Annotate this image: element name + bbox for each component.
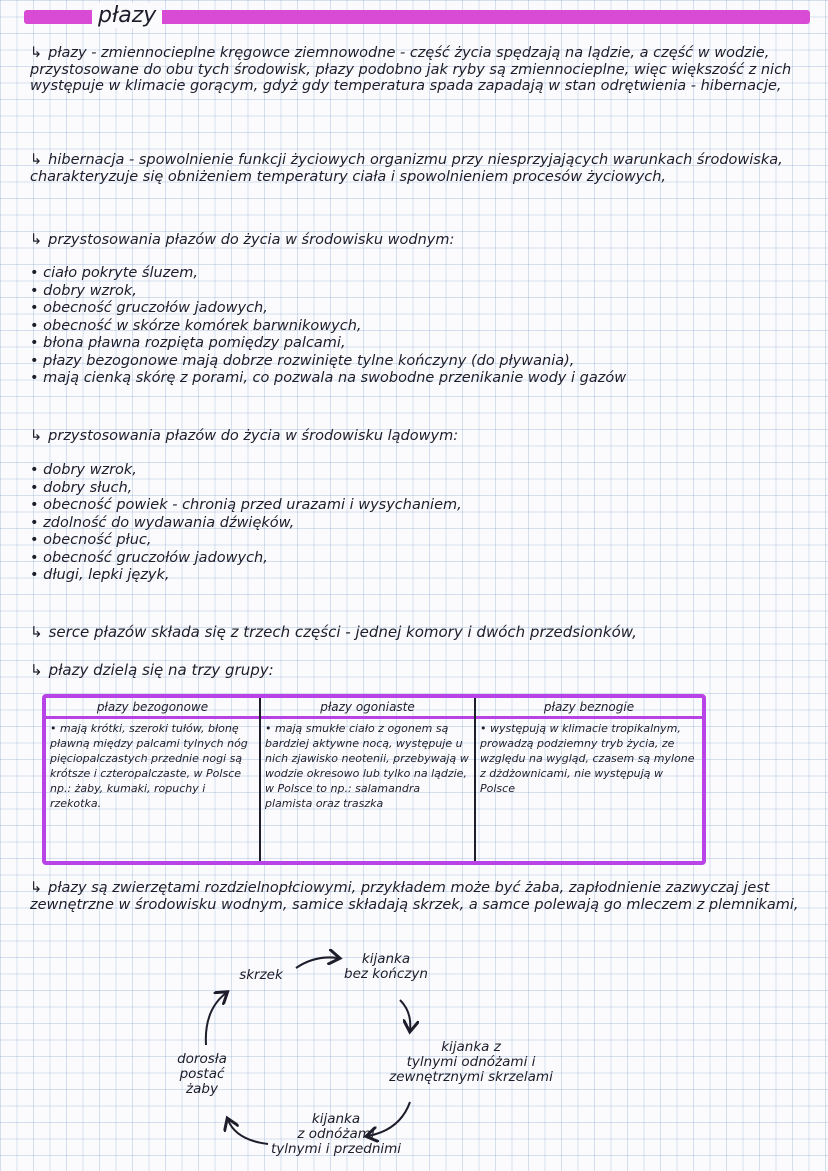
intro-text: płazy - zmiennocieplne kręgowce ziemnowodne - część życia spędzają na lądzie, a część w wodzie, przystosowane do obu tych środowisk, płazy podobno jak ryby są zmiennocieplne, więc większość z nich występuje w klimacie gorącym, gdyż gdy temperatura spada zapadają w stan odrętwienia - hibernacje, — [30, 45, 792, 94]
list-item: • obecność powiek - chronią przed urazami i wysychaniem, — [30, 497, 820, 515]
list-item: • ciało pokryte śluzem, — [30, 265, 820, 283]
table-cell: • mają krótki, szeroki tułów, błonę pławną między palcami tylnych nóg pięciopalczastych przednie nogi są krótsze i czteropalczaste, w Polsce np.: żaby, kumaki, ropuchy i rzekotka. — [50, 722, 248, 810]
list-item: • płazy bezogonowe mają dobrze rozwinięte tylne kończyny (do pływania), — [30, 353, 820, 371]
cycle-arrow-spawn-to-tadpole — [296, 957, 338, 968]
list-item: • obecność gruczołów jadowych, — [30, 300, 820, 318]
cycle-arrow-tadpole-to-hindlimb — [400, 1000, 410, 1030]
table-cell: • mają smukłe ciało z ogonem są bardziej aktywne nocą, występuje u nich zjawisko neotenii, przebywają w wodzie okresowo lub tylko na lądzie, w Polsce to np.: salamandra plamista oraz traszka — [265, 722, 469, 810]
groups-heading-text: płazy dzielą się na trzy grupy: — [48, 661, 274, 679]
list-item: • obecność gruczołów jadowych, — [30, 550, 820, 568]
heart-text: serce płazów składa się z trzech części - jednej komory i dwóch przedsionków, — [48, 623, 637, 641]
list-item: • dobry słuch, — [30, 480, 820, 498]
hibernation-text: hibernacja - spowolnienie funkcji życiowych organizmu przy niesprzyjających warunkach środowiska, charakteryzuje się obniżeniem temperatury ciała i spowolnieniem procesów życiowych, — [30, 152, 783, 185]
arrow-bullet-icon: ↳ — [30, 152, 43, 168]
arrow-bullet-icon: ↳ — [30, 661, 43, 679]
table-column-header: płazy beznogie — [476, 698, 702, 719]
list-item: • błona pławna rozpięta pomiędzy palcami, — [30, 335, 820, 353]
arrow-bullet-icon: ↳ — [30, 623, 43, 641]
list-item: • zdolność do wydawania dźwięków, — [30, 515, 820, 533]
list-item: • dobry wzrok, — [30, 283, 820, 301]
arrow-bullet-icon: ↳ — [30, 880, 43, 896]
page-title: płazy — [92, 3, 162, 28]
list-item: • mają cienką skórę z porami, co pozwala na swobodne przenikanie wody i gazów — [30, 370, 820, 388]
cycle-arrow-bothlimb-to-adult — [228, 1120, 268, 1144]
cycle-label-adult: dorosła postać żaby — [177, 1051, 227, 1097]
cycle-label-spawn: skrzek — [239, 967, 283, 983]
arrow-bullet-icon: ↳ — [30, 428, 43, 444]
land-heading-text: przystosowania płazów do życia w środowisku lądowym: — [48, 428, 459, 444]
water-heading-text: przystosowania płazów do życia w środowisku wodnym: — [48, 232, 455, 248]
list-item: • obecność w skórze komórek barwnikowych, — [30, 318, 820, 336]
cycle-label-tadpole-both-limbs: kijanka z odnóżami tylnymi i przednimi — [270, 1111, 402, 1157]
cycle-label-tadpole-no-limbs: kijanka bez kończyn — [344, 951, 428, 982]
reproduction-text: płazy są zwierzętami rozdzielnopłciowymi, przykładem może być żaba, zapłodnienie zazwyczaj jest zewnętrzne w środowisku wodnym, samice składają skrzek, a samce polewają go mleczem z plemnikami, — [30, 880, 799, 913]
table-cell: • występują w klimacie tropikalnym, prowadzą podziemny tryb życia, ze względu na wygląd, czasem są mylone z dżdżownicami, nie występują w Polsce — [480, 722, 695, 795]
list-item: • dobry wzrok, — [30, 462, 820, 480]
arrow-bullet-icon: ↳ — [30, 232, 43, 248]
cycle-label-tadpole-hind-limbs: kijanka z tylnymi odnóżami i zewnętrznymi skrzelami — [389, 1039, 553, 1085]
list-item: • obecność płuc, — [30, 532, 820, 550]
table-column-header: płazy bezogonowe — [46, 698, 259, 719]
cycle-arrow-adult-to-spawn — [206, 993, 226, 1045]
list-item: • długi, lepki język, — [30, 567, 820, 585]
arrow-bullet-icon: ↳ — [30, 45, 43, 61]
table-column-header: płazy ogoniaste — [261, 698, 474, 719]
